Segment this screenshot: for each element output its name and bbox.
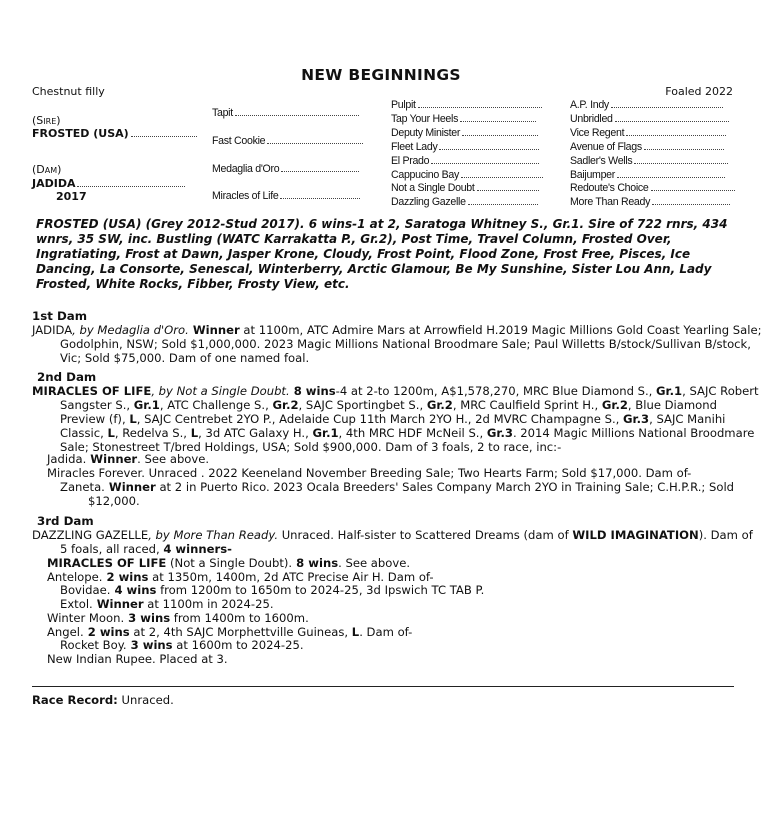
ped-gen4-item: Baijumper [570,169,725,181]
offspring-new-indian-rupee: New Indian Rupee. Placed at 3. [47,652,228,666]
foaled-label: Foaled 2022 [665,85,733,98]
ped-gen3-item: Not a Single Doubt [391,182,539,194]
sire-name: FROSTED (USA) [32,127,197,140]
ped-gen4-item: Unbridled [570,113,729,125]
offspring-miracles-forever: Miracles Forever. Unraced . 2022 Keeneland November Breeding Sale; Two Hearts Farm; Sold $17,000. Dam of- [47,466,692,480]
offspring-winter-moon: Winter Moon. 3 wins from 1400m to 1600m. [47,611,309,625]
ped-gen3-item: Pulpit [391,99,542,111]
offspring-angel: Angel. 2 wins at 2, 4th SAJC Morphettville Guineas, L. Dam of- [47,625,413,639]
ped-gen2-item: Miracles of Life [212,190,360,202]
offspring-miracles-of-life: MIRACLES OF LIFE (Not a Single Doubt). 8 wins. See above. [47,556,411,570]
offspring-rocket-boy: Rocket Boy. 3 wins at 1600m to 2024-25. [60,638,304,652]
third-dam-heading: 3rd Dam [37,514,94,528]
race-record: Race Record: Unraced. [32,693,174,707]
ped-gen2-item: Medaglia d'Oro [212,163,359,175]
ped-gen2-item: Tapit [212,107,359,119]
third-dam-text: DAZZLING GAZELLE, by More Than Ready. Unraced. Half-sister to Scattered Dreams (dam of WILD IMAGINATION). Dam of 5 foals, all raced, 4 winners- [32,528,753,556]
offspring-jadida: Jadida. Winner. See above. [47,452,210,466]
ped-gen3-item: Fleet Lady [391,141,539,153]
sire-description: FROSTED (USA) (Grey 2012-Stud 2017). 6 wins-1 at 2, Saratoga Whitney S., Gr.1. Sire of 722 rnrs, 434 wnrs, 35 SW, inc. Bustling (WATC Karrakatta P., Gr.2), Post Time, Travel Column, Frosted Over, Ingratiating, Frost at Dawn, Jasper Krone, Cloudy, Frost Point, Flood Zone, Frost Free, Pisces, Ice Dancing, La Consorte, Senescal, Winterberry, Arctic Glamour, Be My Sunshine, Sister Lou Ann, Lady Frosted, White Rocks, Fibber, Frosty View, etc. [36,217,728,291]
ped-gen4-item: Sadler's Wells [570,155,728,167]
ped-gen3-item: Deputy Minister [391,127,538,139]
ped-gen3-item: Cappucino Bay [391,169,543,181]
ped-gen4-item: Avenue of Flags [570,141,724,153]
ped-gen3-item: El Prado [391,155,539,167]
offspring-extol: Extol. Winner at 1100m in 2024-25. [60,597,274,611]
second-dam-text: MIRACLES OF LIFE, by Not a Single Doubt. 8 wins-4 at 2-to 1200m, A$1,578,270, MRC Blue Diamond S., Gr.1, SAJC Robert Sangster S., Gr.1, ATC Challenge S., Gr.2, SAJC Sportingbet S., Gr.2, MRC Caulfield Sprint H., Gr.2, Blue Diamond Preview (f), L, SAJC Centrebet 2YO P., Adelaide Cup 11th March 2YO H., 2d MVRC Champagne S., Gr.3, SAJC Manihi Classic, L, Redelva S., L, 3d ATC Galaxy H., Gr.1, 4th MRC HDF McNeil S., Gr.3. 2014 Magic Millions National Broodmare Sale; Stonestreet T/bred Holdings, USA; Sold $900,000. Dam of 3 foals, 2 to race, inc:- [32,384,759,454]
sire-label: (Sire) [32,114,61,127]
sex-label: Chestnut filly [32,85,105,98]
ped-gen3-item: Dazzling Gazelle [391,196,538,208]
offspring-bovidae: Bovidae. 4 wins from 1200m to 1650m to 2024-25, 3d Ipswich TC TAB P. [60,583,485,597]
ped-gen4-item: More Than Ready [570,196,730,208]
ped-gen3-item: Tap Your Heels [391,113,536,125]
dam-name: JADIDA [32,177,185,190]
offspring-antelope: Antelope. 2 wins at 1350m, 1400m, 2d ATC Precise Air H. Dam of- [47,570,434,584]
ped-gen4-item: Vice Regent [570,127,726,139]
ped-gen2-item: Fast Cookie [212,135,363,147]
ped-gen4-item: A.P. Indy [570,99,723,111]
first-dam-text: JADIDA, by Medaglia d'Oro. Winner at 1100m, ATC Admire Mars at Arrowfield H.2019 Magic Millions Gold Coast Yearling Sale; Godolphin, NSW; Sold $1,000,000. 2023 Magic Millions National Broodmare Sale; Paul Willetts B/stock/Sullivan B/stock, Vic; Sold $75,000. Dam of one named foal. [32,323,762,365]
section-divider [32,686,734,687]
offspring-zaneta: Zaneta. Winner at 2 in Puerto Rico. 2023 Ocala Breeders' Sales Company March 2YO in Training Sale; C.H.P.R.; Sold $12,000. [60,480,735,508]
second-dam-heading: 2nd Dam [37,370,97,384]
first-dam-heading: 1st Dam [32,309,88,323]
page-title: NEW BEGINNINGS [301,66,461,84]
ped-gen4-item: Redoute's Choice [570,182,735,194]
dam-label: (Dam) [32,163,62,176]
dam-year: 2017 [56,190,87,203]
